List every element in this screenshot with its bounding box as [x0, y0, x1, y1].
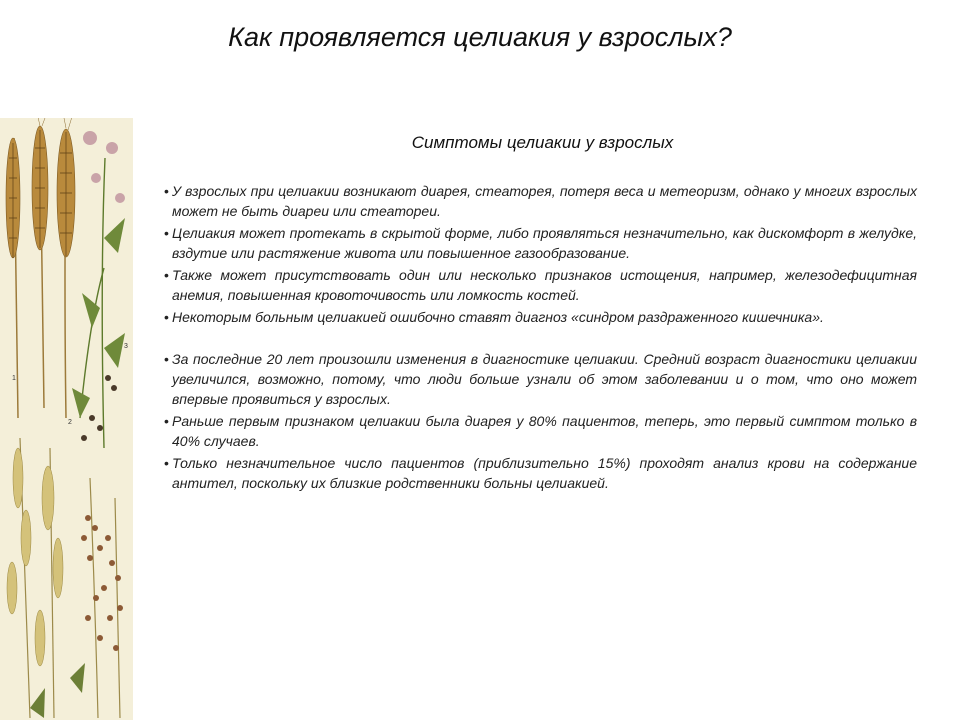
list-item: • Также может присутствовать один или несколько признаков истощения, например, железодефицитная анемия, повышенная кровоточивость или ломкость костей. [160, 265, 917, 305]
list-item: • Раньше первым признаком целиакии была диарея у 80% пациентов, теперь, это первый симптом только в 40% случаев. [160, 411, 917, 451]
slide-title: Как проявляется целиакия у взрослых? [228, 22, 732, 52]
diagnostics-list [160, 349, 917, 493]
list-item: • Некоторым больным целиакией ошибочно ставят диагноз «синдром раздраженного кишечника». [160, 307, 917, 327]
slide-content [160, 130, 917, 495]
illustration-label-1: 1 [12, 375, 16, 382]
list-item: • Только незначительное число пациентов (приблизительно 15%) проходят анализ крови на содержание антител, поскольку их близкие родственники больны целиакией. [160, 453, 917, 493]
illustration-label-3: 3 [124, 343, 128, 350]
symptoms-list [160, 181, 917, 327]
illustration-label-2: 2 [68, 419, 72, 426]
grain-plants-illustration [0, 118, 133, 720]
list-item: • У взрослых при целиакии возникают диарея, стеаторея, потеря веса и метеоризм, однако у многих взрослых может не быть диареи или стеатореи. [160, 181, 917, 221]
grain-plants-icon [0, 118, 133, 720]
list-item: • За последние 20 лет произошли изменения в диагностике целиакии. Средний возраст диагностики целиакии увеличился, возможно, потому, что люди больше узнали об этом заболевании и о том, что оно может впервые проявиться у взрослых. [160, 349, 917, 409]
section-subtitle: Симптомы целиакии у взрослых [411, 133, 674, 152]
list-item: • Целиакия может протекать в скрытой форме, либо проявляться незначительно, как дискомфорт в желудке, вздутие или растяжение живота или повышенное газообразование. [160, 223, 917, 263]
